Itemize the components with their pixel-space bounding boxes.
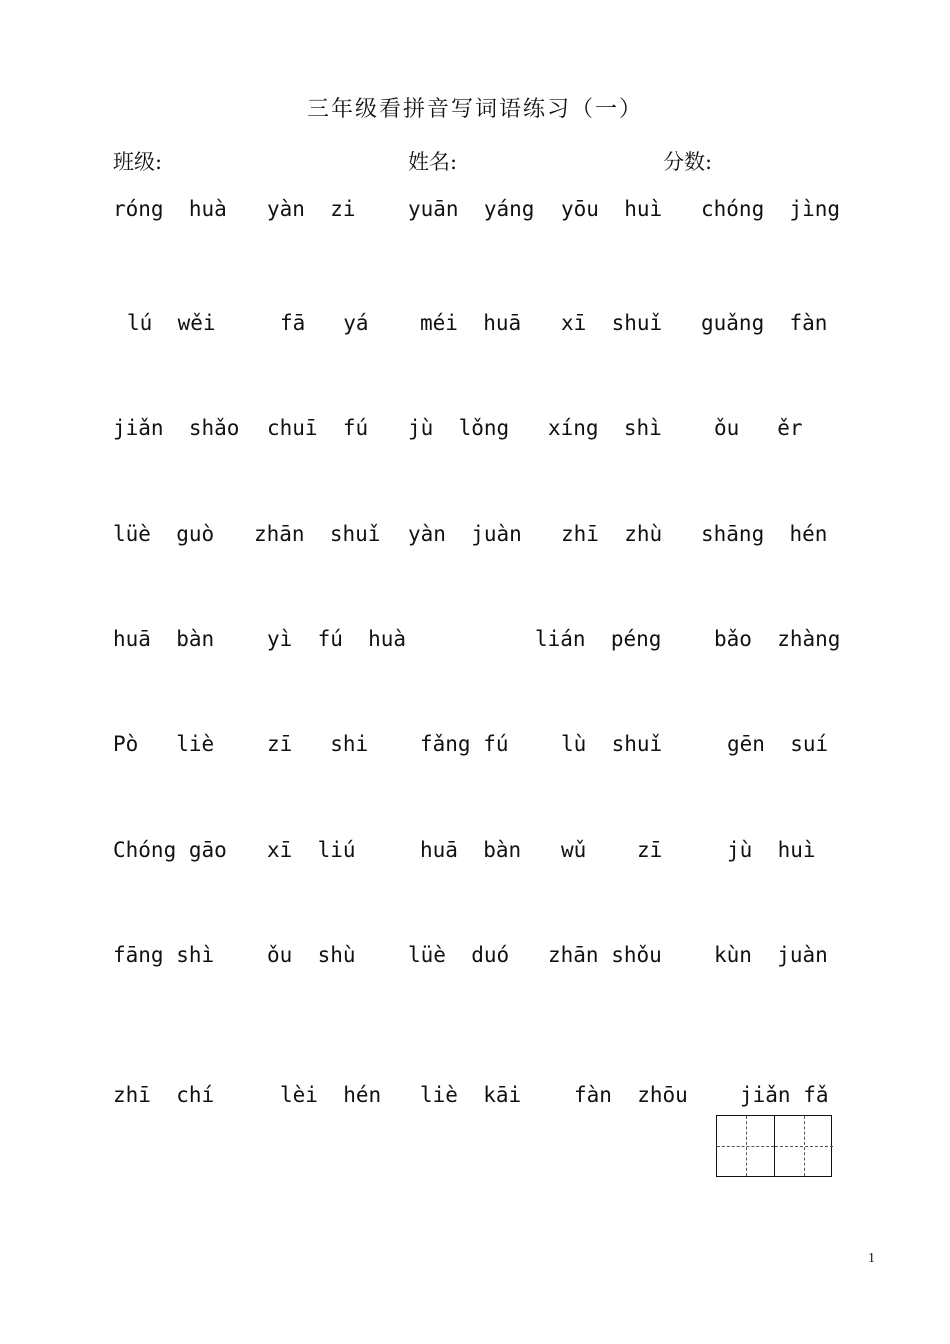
pinyin-word: lüè duó bbox=[408, 943, 510, 967]
writing-cell bbox=[775, 1116, 833, 1176]
pinyin-word: bǎo zhàng bbox=[714, 627, 841, 651]
pinyin-row bbox=[0, 197, 950, 227]
score-label: 分数: bbox=[663, 150, 713, 174]
pinyin-word: zī shi bbox=[267, 732, 369, 756]
pinyin-word: lú wěi bbox=[127, 311, 216, 335]
name-label: 姓名: bbox=[408, 150, 458, 174]
pinyin-word: wǔ bbox=[561, 838, 587, 862]
cell-guide-line bbox=[717, 1146, 774, 1147]
pinyin-word: yōu huì bbox=[561, 197, 663, 221]
pinyin-word: zī bbox=[637, 838, 663, 862]
pinyin-word: lù shuǐ bbox=[561, 732, 663, 756]
pinyin-row bbox=[0, 1083, 950, 1113]
writing-grid bbox=[716, 1115, 832, 1177]
pinyin-word: fǎng fú bbox=[420, 732, 509, 756]
pinyin-word: Chóng gāo bbox=[113, 838, 227, 862]
pinyin-row bbox=[0, 732, 950, 762]
pinyin-word: huā bàn bbox=[420, 838, 522, 862]
cell-guide-line bbox=[775, 1146, 833, 1147]
pinyin-word: fāng shì bbox=[113, 943, 215, 967]
pinyin-word: chóng jìng bbox=[701, 197, 841, 221]
pinyin-row bbox=[0, 627, 950, 657]
class-label: 班级: bbox=[113, 150, 163, 174]
pinyin-word: róng huà bbox=[113, 197, 227, 221]
pinyin-word: yuān yáng bbox=[408, 197, 535, 221]
pinyin-word: huā bàn bbox=[113, 627, 215, 651]
pinyin-word: lián péng bbox=[535, 627, 662, 651]
pinyin-word: lèi hén bbox=[280, 1083, 382, 1107]
pinyin-word: fā yá bbox=[280, 311, 369, 335]
pinyin-word: yàn juàn bbox=[408, 522, 522, 546]
pinyin-word: kùn juàn bbox=[714, 943, 828, 967]
pinyin-word: jù lǒng bbox=[408, 416, 510, 440]
pinyin-word: liè kāi bbox=[420, 1083, 522, 1107]
pinyin-row bbox=[0, 311, 950, 341]
page-number: 1 bbox=[868, 1251, 875, 1266]
pinyin-word: yì fú huà bbox=[267, 627, 407, 651]
pinyin-word: ǒu ěr bbox=[714, 416, 803, 440]
pinyin-word: méi huā bbox=[420, 311, 522, 335]
pinyin-word: jù huì bbox=[727, 838, 816, 862]
pinyin-word: zhī chí bbox=[113, 1083, 215, 1107]
pinyin-word: yàn zi bbox=[267, 197, 356, 221]
pinyin-word: chuī fú bbox=[267, 416, 369, 440]
pinyin-row bbox=[0, 943, 950, 973]
pinyin-row bbox=[0, 416, 950, 446]
pinyin-word: xī shuǐ bbox=[561, 311, 663, 335]
pinyin-word: fàn zhōu bbox=[574, 1083, 688, 1107]
pinyin-word: ǒu shù bbox=[267, 943, 356, 967]
pinyin-word: jiǎn fǎ bbox=[740, 1083, 829, 1107]
worksheet-title: 三年级看拼音写词语练习（一） bbox=[306, 97, 643, 122]
pinyin-word: lüè guò bbox=[113, 522, 215, 546]
pinyin-word: xī liú bbox=[267, 838, 356, 862]
pinyin-word: guǎng fàn bbox=[701, 311, 828, 335]
pinyin-word: zhān shǒu bbox=[548, 943, 662, 967]
pinyin-word: gēn suí bbox=[727, 732, 829, 756]
writing-cell bbox=[717, 1116, 775, 1176]
pinyin-row bbox=[0, 522, 950, 552]
pinyin-word: zhān shuǐ bbox=[254, 522, 381, 546]
pinyin-word: xíng shì bbox=[548, 416, 662, 440]
pinyin-word: jiǎn shǎo bbox=[113, 416, 240, 440]
pinyin-word: shāng hén bbox=[701, 522, 828, 546]
pinyin-row bbox=[0, 838, 950, 868]
pinyin-word: Pò liè bbox=[113, 732, 215, 756]
pinyin-word: zhī zhù bbox=[561, 522, 663, 546]
